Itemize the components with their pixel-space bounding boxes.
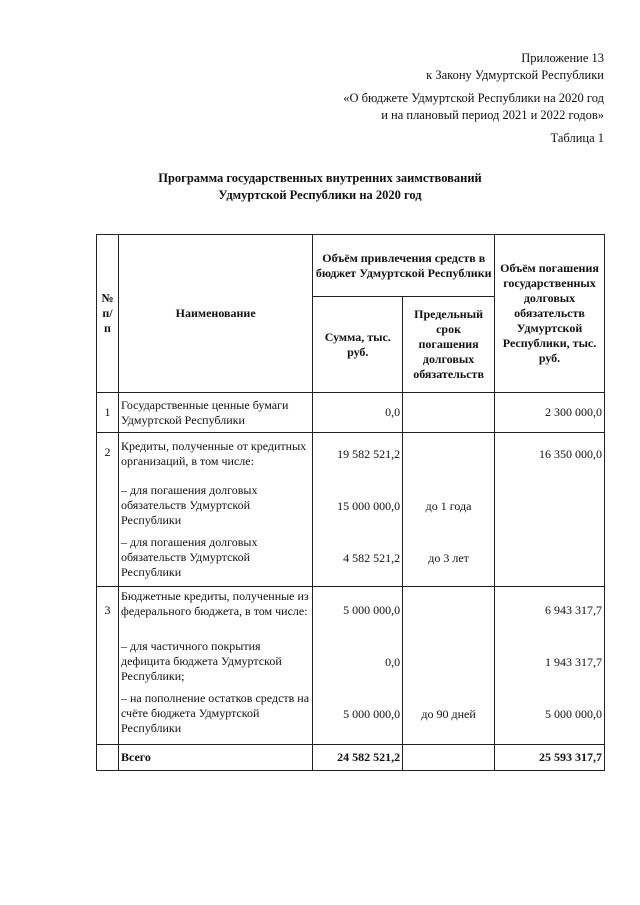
- col-header-name: Наименование: [118, 235, 312, 393]
- total-sum: 24 582 521,2: [313, 745, 403, 771]
- table-row: 1 Государственные ценные бумаги Удмуртской Республики 0,0 2 300 000,0: [97, 393, 605, 433]
- table-row: 3 Бюджетные кредиты, полученные из федерального бюджета, в том числе: 5 000 000,0 6 943 317,7: [97, 587, 605, 639]
- law-reference: к Закону Удмуртской Республики: [426, 68, 604, 82]
- total-repayment: 25 593 317,7: [495, 745, 605, 771]
- table-row: 2 Кредиты, полученные от кредитных организаций, в том числе: 19 582 521,2 16 350 000,0: [97, 433, 605, 483]
- total-label: Всего: [118, 745, 312, 771]
- table-row: – на пополнение остатков средств на счёте бюджета Удмуртской Республики 5 000 000,0 до 90 дней 5 000 000,0: [97, 691, 605, 745]
- table-label: Таблица 1: [550, 131, 604, 145]
- title-line1: Программа государственных внутренних заимствований: [158, 171, 482, 185]
- appendix-number: Приложение 13: [521, 51, 604, 65]
- col-header-sum: Сумма, тыс. руб.: [313, 297, 403, 393]
- col-header-term: Предельный срок погашения долговых обязательств: [403, 297, 495, 393]
- document-header: [343, 50, 604, 147]
- table-row: – для погашения долговых обязательств Удмуртской Республики 15 000 000,0 до 1 года: [97, 483, 605, 535]
- borrowing-program-table: [96, 234, 605, 771]
- law-title-line2: и на плановый период 2021 и 2022 годов»: [381, 108, 604, 122]
- col-header-repayment: Объём погашения государственных долговых обязательств Удмуртской Республики, тыс. руб.: [495, 235, 605, 393]
- law-title-line1: «О бюджете Удмуртской Республики на 2020 год: [343, 91, 604, 105]
- table-row: – для погашения долговых обязательств Удмуртской Республики 4 582 521,2 до 3 лет: [97, 535, 605, 587]
- table-row-total: [97, 745, 605, 771]
- col-header-attraction: Объём привлечения средств в бюджет Удмуртской Республики: [313, 235, 495, 297]
- document-title: [0, 170, 640, 204]
- col-header-number: № п/п: [97, 235, 119, 393]
- title-line2: Удмуртской Республики на 2020 год: [218, 188, 422, 202]
- table-row: – для частичного покрытия дефицита бюджета Удмуртской Республики; 0,0 1 943 317,7: [97, 639, 605, 691]
